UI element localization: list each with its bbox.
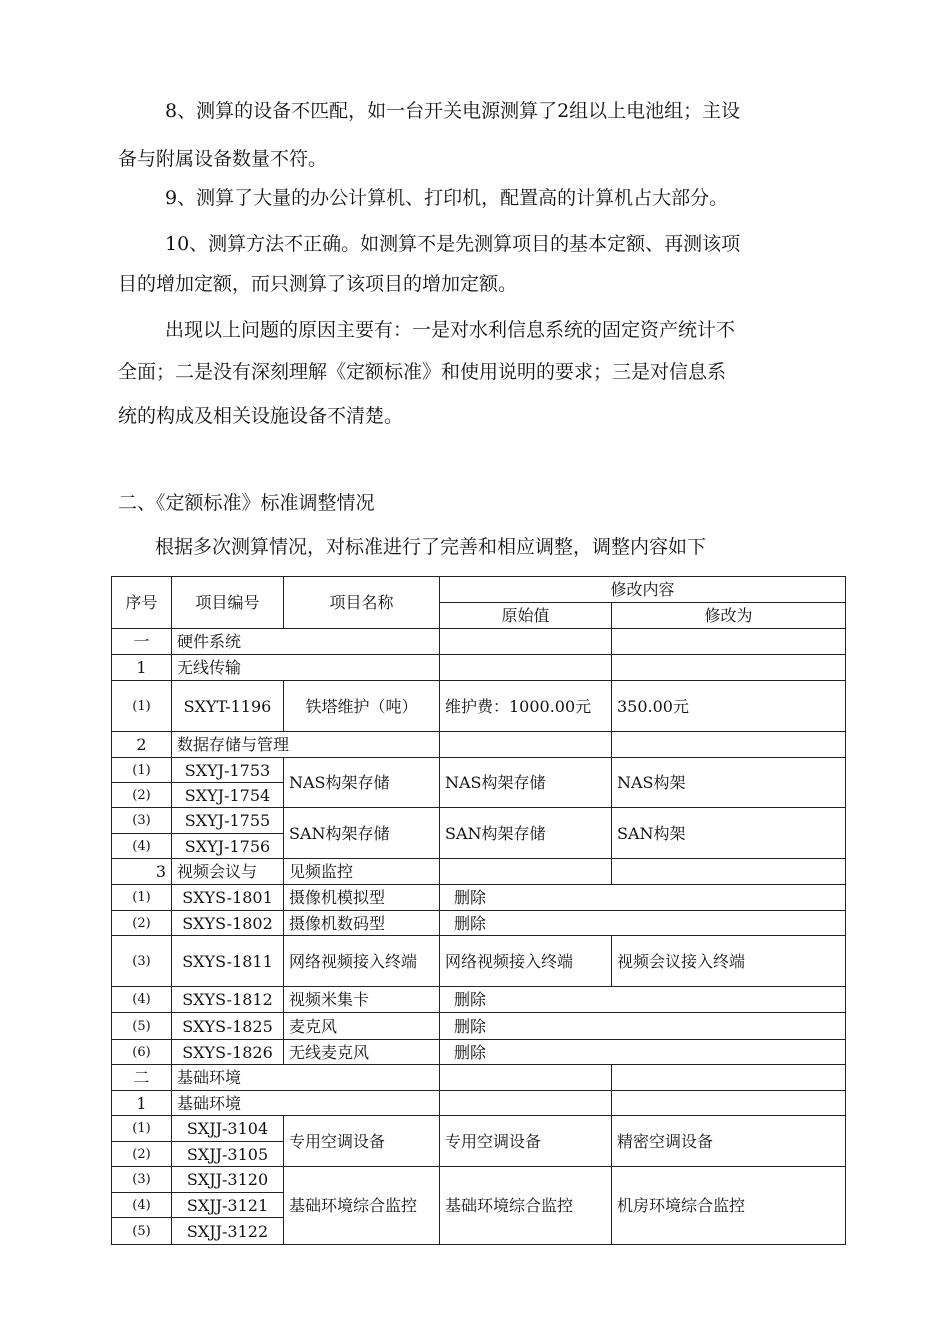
code-cell: SXYJ-1756 <box>172 834 284 859</box>
para10-line1: 10、测算方法不正确。如测算不是先测算项目的基本定额、再测该项 <box>165 233 741 255</box>
code-cell: SXJJ-3120 <box>172 1167 284 1193</box>
name-cell: 麦克风 <box>284 1013 440 1040</box>
original-cell: SAN构架存储 <box>440 808 612 859</box>
original-cell: 删除 <box>440 987 846 1013</box>
changed-cell: 机房环境综合监控 <box>612 1167 846 1245</box>
name-cell: 无线麦克风 <box>284 1040 440 1065</box>
seq-cell: (2) <box>112 783 172 808</box>
header-code: 项目编号 <box>172 577 284 629</box>
original-cell: 删除 <box>440 885 846 911</box>
para9: 9、测算了大量的办公计算机、打印机，配置高的计算机占大部分。 <box>165 187 729 209</box>
code-cell: SXYT-1196 <box>172 681 284 732</box>
code-cell: SXYJ-1754 <box>172 783 284 808</box>
para10-line2: 目的增加定额，而只测算了该项目的增加定额。 <box>118 273 518 295</box>
code-cell: SXYJ-1753 <box>172 758 284 783</box>
name-cell: 基础环境综合监控 <box>284 1167 440 1245</box>
para8-line2: 备与附属设备数量不符。 <box>118 148 328 170</box>
reason-line2: 全面；二是没有深刻理解《定额标准》和使用说明的要求；三是对信息系 <box>118 361 727 383</box>
changed-cell: 350.00元 <box>612 681 846 732</box>
table-row <box>112 859 846 885</box>
header-modify: 修改内容 <box>440 577 846 603</box>
code-cell: SXJJ-3122 <box>172 1218 284 1245</box>
name-cell: 摄像机数码型 <box>284 911 440 936</box>
changed-cell: SAN构架 <box>612 808 846 859</box>
table-row <box>112 885 846 911</box>
seq-cell: (2) <box>112 1142 172 1167</box>
original-cell: 删除 <box>440 1040 846 1065</box>
original-cell: 维护费：1000.00元 <box>440 681 612 732</box>
changed-cell: NAS构架 <box>612 758 846 808</box>
seq-cell: (5) <box>112 1218 172 1245</box>
seq-cell: (1) <box>112 1116 172 1142</box>
header-name: 项目名称 <box>284 577 440 629</box>
code-cell: SXYS-1811 <box>172 936 284 987</box>
code-cell: SXYS-1812 <box>172 987 284 1013</box>
code-cell: SXYJ-1755 <box>172 808 284 834</box>
name-cell: 网络视频接入终端 <box>284 936 440 987</box>
seq-cell: (1) <box>112 681 172 732</box>
category-cell-cont: 见频监控 <box>284 859 440 885</box>
changed-cell: 视频会议接入终端 <box>612 936 846 987</box>
table-row <box>112 681 846 732</box>
category-cell: 硬件系统 <box>172 629 440 655</box>
table-row <box>112 732 846 758</box>
category-cell: 无线传输 <box>172 655 440 681</box>
seq-cell: 2 <box>112 732 172 758</box>
name-cell: 铁塔维护（吨） <box>284 681 440 732</box>
table-row <box>112 655 846 681</box>
seq-cell: 1 <box>112 655 172 681</box>
header-changed: 修改为 <box>612 603 846 629</box>
seq-cell: 一 <box>112 629 172 655</box>
original-cell: 删除 <box>440 911 846 936</box>
seq-cell: (5) <box>112 1013 172 1040</box>
para8-line1: 8、测算的设备不匹配，如一台开关电源测算了2组以上电池组；主设 <box>165 100 741 122</box>
table-row <box>112 1091 846 1116</box>
reason-line3: 统的构成及相关设施设备不清楚。 <box>118 405 404 427</box>
intro-text: 根据多次测算情况，对标准进行了完善和相应调整，调整内容如下 <box>155 536 707 558</box>
section-title: 二、《定额标准》标准调整情况 <box>118 492 375 514</box>
table-row <box>112 1013 846 1040</box>
seq-cell: (3) <box>112 936 172 987</box>
seq-cell: 3 <box>112 859 172 885</box>
adjustment-table <box>111 576 846 1245</box>
header-original: 原始值 <box>440 603 612 629</box>
table-row <box>112 758 846 783</box>
original-cell: NAS构架存储 <box>440 758 612 808</box>
code-cell: SXJJ-3121 <box>172 1193 284 1218</box>
category-cell: 基础环境 <box>172 1065 440 1091</box>
category-cell: 数据存储与管理 <box>172 732 440 758</box>
table-row <box>112 629 846 655</box>
seq-cell: 1 <box>112 1091 172 1116</box>
name-cell: SAN构架存储 <box>284 808 440 859</box>
table-row <box>112 1040 846 1065</box>
seq-cell: (6) <box>112 1040 172 1065</box>
code-cell: SXYS-1801 <box>172 885 284 911</box>
code-cell: SXYS-1825 <box>172 1013 284 1040</box>
code-cell: SXJJ-3104 <box>172 1116 284 1142</box>
header-seq: 序号 <box>112 577 172 629</box>
reason-line1: 出现以上问题的原因主要有：一是对水利信息系统的固定资产统计不 <box>165 319 736 341</box>
table-row <box>112 987 846 1013</box>
original-cell: 网络视频接入终端 <box>440 936 612 987</box>
table-row <box>112 911 846 936</box>
table-row <box>112 808 846 834</box>
original-cell: 专用空调设备 <box>440 1116 612 1167</box>
original-cell: 基础环境综合监控 <box>440 1167 612 1245</box>
seq-cell: 二 <box>112 1065 172 1091</box>
seq-cell: (3) <box>112 1167 172 1193</box>
table-row <box>112 1065 846 1091</box>
table-row <box>112 1116 846 1142</box>
category-cell: 基础环境 <box>172 1091 440 1116</box>
code-cell: SXYS-1826 <box>172 1040 284 1065</box>
changed-cell: 精密空调设备 <box>612 1116 846 1167</box>
seq-cell: (4) <box>112 987 172 1013</box>
seq-cell: (4) <box>112 834 172 859</box>
seq-cell: (1) <box>112 758 172 783</box>
table-row <box>112 936 846 987</box>
code-cell: SXYS-1802 <box>172 911 284 936</box>
name-cell: NAS构架存储 <box>284 758 440 808</box>
original-cell: 删除 <box>440 1013 846 1040</box>
seq-cell: (4) <box>112 1193 172 1218</box>
seq-cell: (1) <box>112 885 172 911</box>
name-cell: 专用空调设备 <box>284 1116 440 1167</box>
seq-cell: (2) <box>112 911 172 936</box>
code-cell: SXJJ-3105 <box>172 1142 284 1167</box>
seq-cell: (3) <box>112 808 172 834</box>
name-cell: 视频米集卡 <box>284 987 440 1013</box>
table-row <box>112 1167 846 1193</box>
category-cell: 视频会议与 <box>172 859 284 885</box>
name-cell: 摄像机模拟型 <box>284 885 440 911</box>
